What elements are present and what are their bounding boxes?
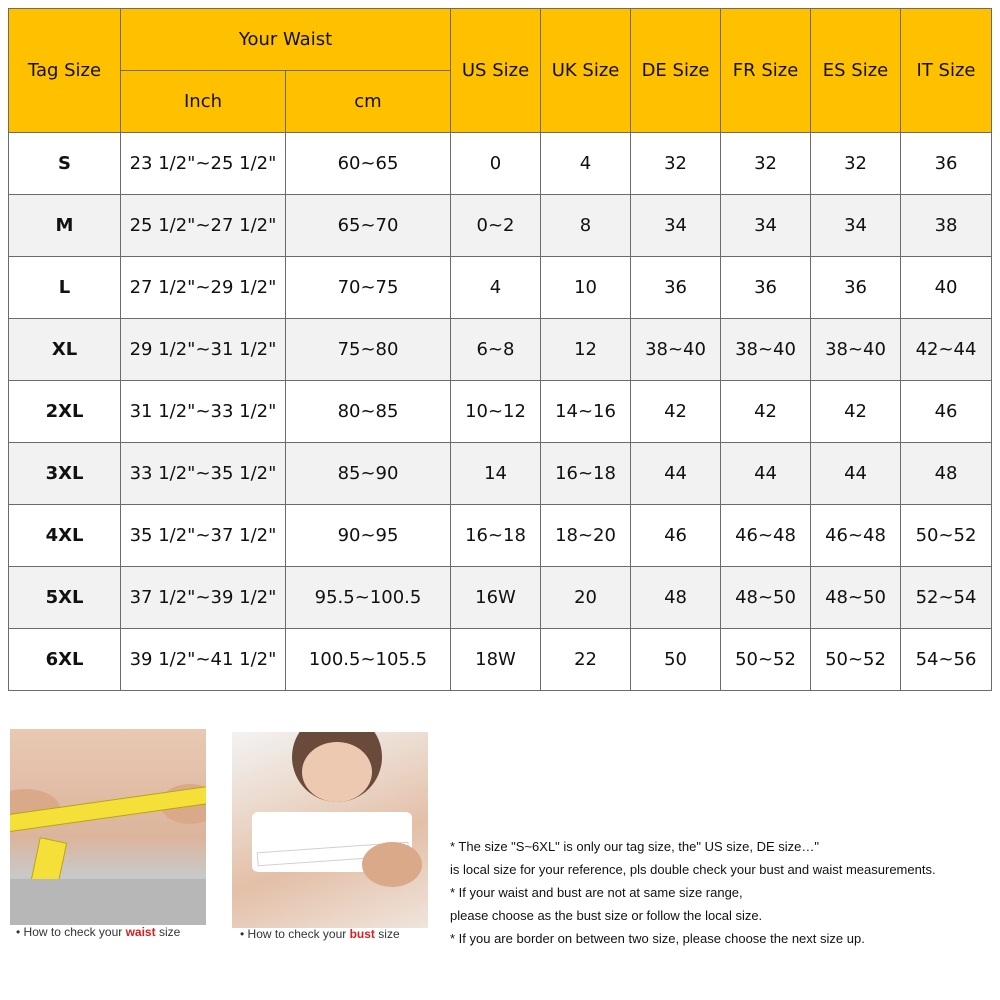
cell-de: 38~40 <box>631 319 721 381</box>
cell-fr: 38~40 <box>721 319 811 381</box>
cell-fr: 50~52 <box>721 629 811 691</box>
cell-uk: 22 <box>541 629 631 691</box>
cell-es: 34 <box>811 195 901 257</box>
caption-suffix: size <box>374 927 400 941</box>
cell-tag: L <box>9 257 121 319</box>
table-header <box>9 9 992 133</box>
cell-us: 16~18 <box>451 505 541 567</box>
cell-es: 48~50 <box>811 567 901 629</box>
header-it-size: IT Size <box>901 9 992 133</box>
cell-uk: 4 <box>541 133 631 195</box>
cell-it: 42~44 <box>901 319 992 381</box>
table-body <box>9 133 992 691</box>
cell-cm: 60~65 <box>286 133 451 195</box>
cell-es: 42 <box>811 381 901 443</box>
cell-it: 52~54 <box>901 567 992 629</box>
cell-fr: 44 <box>721 443 811 505</box>
cell-inch: 37 1/2"~39 1/2" <box>121 567 286 629</box>
table-row <box>9 567 992 629</box>
cell-it: 54~56 <box>901 629 992 691</box>
cell-de: 32 <box>631 133 721 195</box>
cell-uk: 14~16 <box>541 381 631 443</box>
cell-cm: 65~70 <box>286 195 451 257</box>
cell-inch: 27 1/2"~29 1/2" <box>121 257 286 319</box>
note-line: please choose as the bust size or follow the local size. <box>450 908 763 923</box>
cell-us: 16W <box>451 567 541 629</box>
cell-it: 50~52 <box>901 505 992 567</box>
cell-it: 38 <box>901 195 992 257</box>
cell-uk: 18~20 <box>541 505 631 567</box>
cell-inch: 25 1/2"~27 1/2" <box>121 195 286 257</box>
table-row <box>9 505 992 567</box>
bullet: • <box>16 925 21 939</box>
cell-de: 44 <box>631 443 721 505</box>
cell-inch: 39 1/2"~41 1/2" <box>121 629 286 691</box>
cell-us: 0~2 <box>451 195 541 257</box>
header-es-size: ES Size <box>811 9 901 133</box>
cell-fr: 36 <box>721 257 811 319</box>
cell-us: 6~8 <box>451 319 541 381</box>
cell-de: 48 <box>631 567 721 629</box>
header-your-waist: Your Waist <box>121 9 451 71</box>
cell-es: 44 <box>811 443 901 505</box>
table-row <box>9 133 992 195</box>
table-row <box>9 257 992 319</box>
cell-tag: 3XL <box>9 443 121 505</box>
bust-measure-photo <box>232 732 428 928</box>
hand-icon <box>362 842 422 887</box>
cell-de: 36 <box>631 257 721 319</box>
cell-cm: 95.5~100.5 <box>286 567 451 629</box>
cell-es: 32 <box>811 133 901 195</box>
cell-uk: 12 <box>541 319 631 381</box>
note-line: * If your waist and bust are not at same size range, <box>450 885 743 900</box>
cell-inch: 33 1/2"~35 1/2" <box>121 443 286 505</box>
cell-it: 40 <box>901 257 992 319</box>
cell-it: 36 <box>901 133 992 195</box>
caption-prefix: How to check your <box>23 925 126 939</box>
cell-es: 50~52 <box>811 629 901 691</box>
cell-de: 42 <box>631 381 721 443</box>
cell-fr: 34 <box>721 195 811 257</box>
cell-de: 46 <box>631 505 721 567</box>
cell-uk: 8 <box>541 195 631 257</box>
bust-caption <box>240 927 400 941</box>
cell-fr: 48~50 <box>721 567 811 629</box>
bullet: • <box>240 927 245 941</box>
cell-es: 46~48 <box>811 505 901 567</box>
header-cm: cm <box>286 71 451 133</box>
cell-it: 48 <box>901 443 992 505</box>
cell-cm: 80~85 <box>286 381 451 443</box>
header-inch: Inch <box>121 71 286 133</box>
cell-cm: 90~95 <box>286 505 451 567</box>
waist-measure-photo <box>10 729 206 925</box>
cell-tag: S <box>9 133 121 195</box>
cell-fr: 46~48 <box>721 505 811 567</box>
cell-de: 50 <box>631 629 721 691</box>
cell-fr: 42 <box>721 381 811 443</box>
size-notes <box>450 835 936 950</box>
cell-fr: 32 <box>721 133 811 195</box>
cell-tag: XL <box>9 319 121 381</box>
note-line: * The size "S~6XL" is only our tag size, the" US size, DE size…" <box>450 839 820 854</box>
note-line: * If you are border on between two size, please choose the next size up. <box>450 931 865 946</box>
cell-es: 36 <box>811 257 901 319</box>
waist-caption <box>16 925 180 939</box>
cell-uk: 10 <box>541 257 631 319</box>
size-chart-table <box>8 8 992 691</box>
caption-highlight: waist <box>125 925 156 939</box>
cell-uk: 20 <box>541 567 631 629</box>
cell-cm: 70~75 <box>286 257 451 319</box>
cell-tag: 2XL <box>9 381 121 443</box>
cell-inch: 23 1/2"~25 1/2" <box>121 133 286 195</box>
caption-suffix: size <box>155 925 181 939</box>
cell-tag: 4XL <box>9 505 121 567</box>
cell-us: 10~12 <box>451 381 541 443</box>
cell-inch: 35 1/2"~37 1/2" <box>121 505 286 567</box>
header-de-size: DE Size <box>631 9 721 133</box>
cell-cm: 85~90 <box>286 443 451 505</box>
face-icon <box>302 742 372 802</box>
cell-tag: 6XL <box>9 629 121 691</box>
header-us-size: US Size <box>451 9 541 133</box>
caption-highlight: bust <box>349 927 375 941</box>
header-uk-size: UK Size <box>541 9 631 133</box>
cell-cm: 100.5~105.5 <box>286 629 451 691</box>
cell-de: 34 <box>631 195 721 257</box>
cell-us: 14 <box>451 443 541 505</box>
cell-tag: 5XL <box>9 567 121 629</box>
cell-uk: 16~18 <box>541 443 631 505</box>
header-tag-size: Tag Size <box>9 9 121 133</box>
table-row <box>9 629 992 691</box>
cell-inch: 31 1/2"~33 1/2" <box>121 381 286 443</box>
shorts-icon <box>10 879 206 925</box>
cell-us: 18W <box>451 629 541 691</box>
note-line: is local size for your reference, pls double check your bust and waist measurements. <box>450 862 936 877</box>
cell-tag: M <box>9 195 121 257</box>
caption-prefix: How to check your <box>247 927 350 941</box>
table-row <box>9 443 992 505</box>
cell-us: 0 <box>451 133 541 195</box>
table-row <box>9 319 992 381</box>
cell-it: 46 <box>901 381 992 443</box>
cell-us: 4 <box>451 257 541 319</box>
header-fr-size: FR Size <box>721 9 811 133</box>
table-row <box>9 195 992 257</box>
cell-es: 38~40 <box>811 319 901 381</box>
table-row <box>9 381 992 443</box>
cell-inch: 29 1/2"~31 1/2" <box>121 319 286 381</box>
cell-cm: 75~80 <box>286 319 451 381</box>
